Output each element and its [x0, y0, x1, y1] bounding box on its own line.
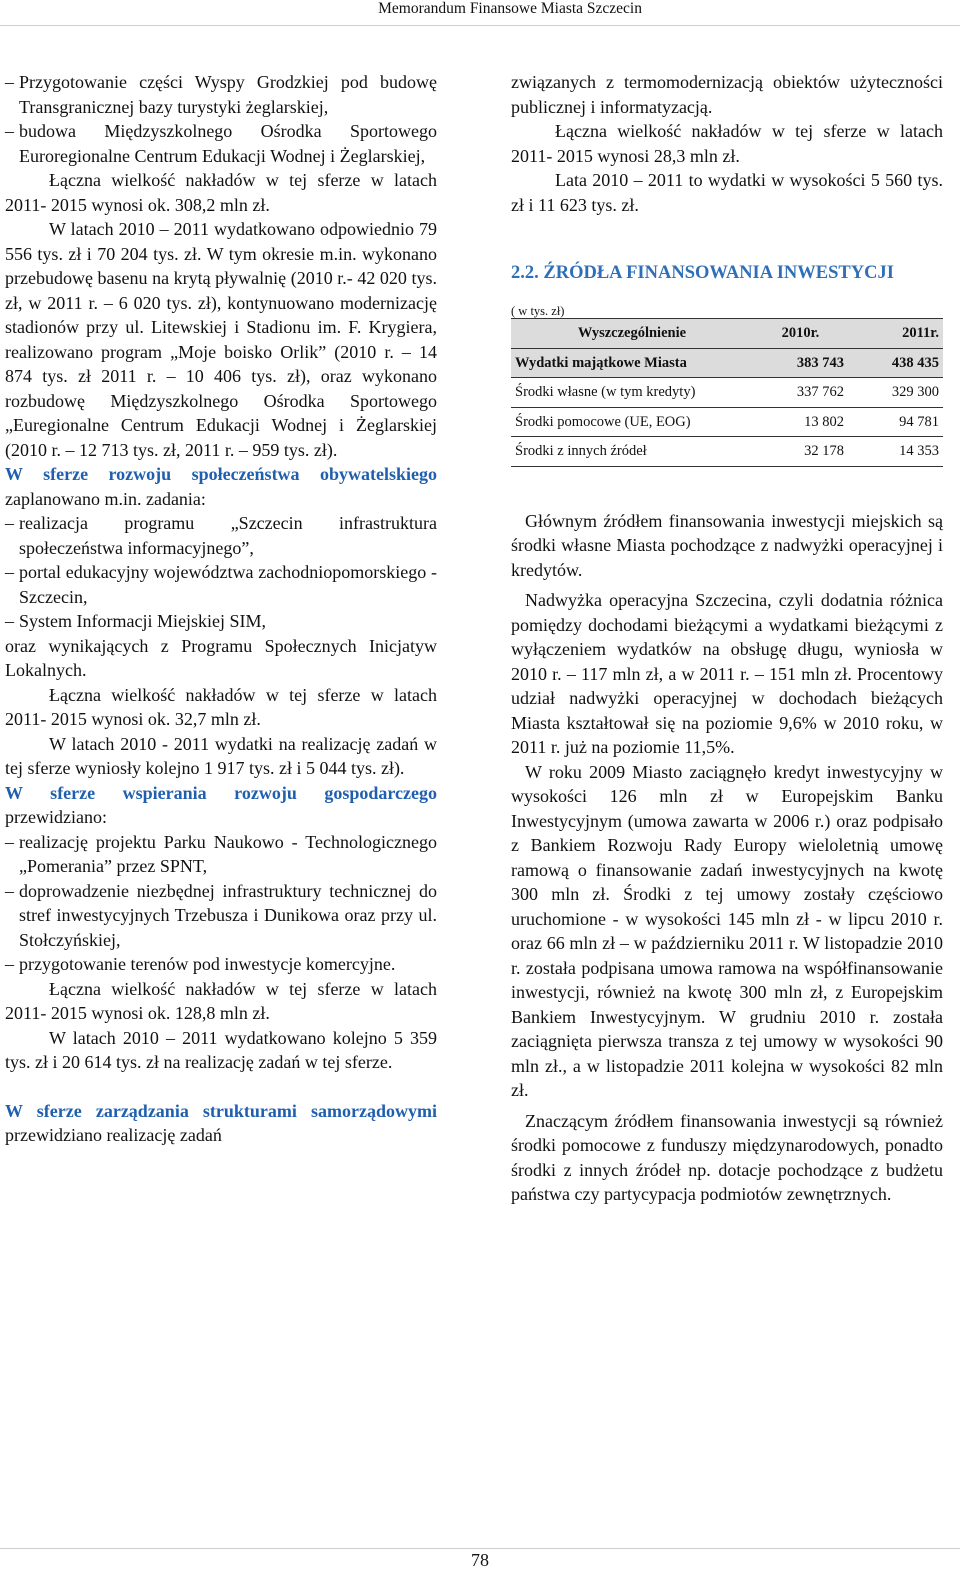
table-cell: Środki pomocowe (UE, EOG) [515, 413, 691, 430]
section-label: W sferze wspierania rozwoju gospodarczego [5, 782, 437, 803]
table-cell: 13 802 [804, 413, 844, 430]
page-header [0, 0, 960, 26]
table-cell: 32 178 [804, 443, 844, 459]
right-column [511, 70, 943, 1207]
paragraph: W latach 2010 - 2011 wydatki na realizację zadań w tej sferze wyniosły kolejno 1 917 tys. zł i 5 044 tys. zł). [5, 733, 437, 778]
paragraph: W latach 2010 – 2011 wydatkowano kolejno 5 359 tys. zł i 20 614 tys. zł na realizację zadań w tej sferze. [5, 1027, 437, 1072]
table-header-cell: Wyszczególnienie [511, 319, 753, 349]
table-header-row [511, 319, 943, 349]
table-header-cell: 2011r. [848, 319, 943, 349]
header-title: Memorandum Finansowe Miasta Szczecin [378, 0, 642, 17]
paragraph: W latach 2010 – 2011 wydatkowano odpowiednio 79 556 tys. zł i 70 204 tys. zł. W tym okresie m.in. wykonano przebudowę basenu na krytą pływalnię (2010 r.- 42 020 tys. zł, w 2011 r. – 6 020 tys. zł), kontynuowano modernizację stadionów przy ul. Litewskiej i Stadionu im. F. Krygiera, realizowano program „Moje boisko Orlik” (2010 r. – 14 874 tys. zł 2011 r. – 10 406 tys. zł), oraz wykonano rozbudowę Międzyszkolnego Ośrodka Sportowego „Euregionalne Centrum Edukacji Wodnej i Żeglarskiej (2010 r. – 12 713 tys. zł, 2011 r. – 959 tys. zł). [5, 219, 437, 460]
list-item: – budowa Międzyszkolnego Ośrodka Sportowego Euroregionalne Centrum Edukacji Wodnej i Żeglarskiej, [5, 119, 437, 168]
section-heading: 2.2. ŹRÓDŁA FINANSOWANIA INWESTYCJI [511, 263, 894, 283]
left-column [5, 70, 437, 1148]
table-cell: 94 781 [899, 413, 939, 430]
list-item: – Przygotowanie części Wyspy Grodzkiej pod budowę Transgranicznej bazy turystyki żeglarskiej, [5, 70, 437, 119]
section-intro [5, 781, 437, 830]
table-cell: 329 300 [891, 384, 939, 400]
table-cell: 337 762 [796, 384, 844, 400]
paragraph: Łączna wielkość nakładów w tej sferze w latach 2011- 2015 wynosi ok. 308,2 mln zł. [5, 170, 437, 215]
financing-table [511, 318, 943, 467]
section-label: W sferze zarządzania strukturami samorządowymi [5, 1100, 437, 1121]
section-intro [5, 1099, 437, 1148]
section-label: W sferze rozwoju społeczeństwa obywatelskiego [5, 464, 437, 484]
table-cell: 383 743 [753, 348, 848, 378]
paragraph: Głównym źródłem finansowania inwestycji miejskich są środki własne Miasta pochodzące z nadwyżki operacyjnej i kredytów. [511, 510, 943, 580]
table-cell: Środki własne (w tym kredyty) [515, 384, 696, 400]
list-item: – portal edukacyjny województwa zachodniopomorskiego - Szczecin, [5, 560, 437, 609]
table-cell: Wydatki majątkowe Miasta [511, 348, 753, 378]
section-intro-text: zaplanowano m.in. zadania: [5, 488, 206, 509]
section-intro-text: przewidziano realizację zadań [5, 1125, 222, 1145]
section-intro [5, 462, 437, 511]
paragraph: oraz wynikających z Programu Społecznych Inicjatyw Lokalnych. [5, 635, 437, 680]
list-item: – realizację projektu Parku Naukowo - Technologicznego „Pomerania” przez SPNT, [5, 830, 437, 879]
paragraph: Łączna wielkość nakładów w tej sferze w latach 2011- 2015 wynosi ok. 128,8 mln zł. [5, 978, 437, 1023]
paragraph: związanych z termomodernizacją obiektów użyteczności publicznej i informatyzacją. [511, 72, 943, 117]
table-units: ( w tys. zł) [511, 304, 565, 318]
footer-divider [0, 1548, 960, 1549]
paragraph: Łączna wielkość nakładów w tej sferze w latach 2011- 2015 wynosi 28,3 mln zł. [511, 121, 943, 166]
list-item: – przygotowanie terenów pod inwestycje komercyjne. [5, 952, 437, 977]
page-number: 78 [471, 1550, 489, 1570]
header-divider [0, 25, 960, 26]
table-row [511, 407, 943, 437]
section-intro-text: przewidziano: [5, 807, 107, 827]
table-cell: Środki z innych źródeł [515, 443, 647, 459]
table-row [511, 378, 943, 408]
list-item: – realizacja programu „Szczecin infrastruktura społeczeństwa informacyjnego”, [5, 511, 437, 560]
paragraph: Nadwyżka operacyjna Szczecina, czyli dodatnia różnica pomiędzy dochodami bieżącymi a wydatkami bieżącymi z wyłączeniem wydatków na obsługę długu, wyniosła w 2010 r. – 117 mln zł, a w 2011 r. – 151 mln zł. Procentowy udział nadwyżki operacyjnej w dochodach bieżących Miasta kształtował się na poziomie 9,6% w 2010 roku, w 2011 r. już na poziomie 11,5%. [511, 590, 943, 757]
paragraph: Łączna wielkość nakładów w tej sferze w latach 2011- 2015 wynosi ok. 32,7 mln zł. [5, 684, 437, 729]
paragraph: Lata 2010 – 2011 to wydatki w wysokości 5 560 tys. zł i 11 623 tys. zł. [511, 170, 943, 215]
paragraph: W roku 2009 Miasto zaciągnęło kredyt inwestycyjny w wysokości 126 mln zł w Europejskim Banku Inwestycyjnym (umowa zawarta w 2006 r.) oraz podpisało z Bankiem Rozwoju Rady Europy wieloletnią umowę ramową o finansowanie zadań inwestycyjnych na kwotę 300 mln zł. Środki z tej umowy zostały częściowo uruchomione - w wysokości 145 mln zł - w lipcu 2010 r. oraz 66 mln zł – w październiku 2011 r. W listopadzie 2010 r. została podpisana umowa ramowa na współfinansowanie inwestycji, również na kwotę 300 mln zł, z Europejskim Bankiem Inwestycyjnym. W grudniu 2010 r. została zaciągnięta pierwsza transza z tej umowy w wysokości 90 mln zł., a w listopadzie 2011 kolejna w wysokości 82 mln zł. [511, 761, 943, 1100]
table-header-cell: 2010r. [753, 319, 848, 349]
table-row [511, 348, 943, 378]
table-cell: 14 353 [899, 443, 939, 459]
list-item: – doprowadzenie niezbędnej infrastruktury technicznej do stref inwestycyjnych Trzebusza i Dunikowa oraz przy ul. Stołczyńskiej, [5, 879, 437, 953]
paragraph: Znaczącym źródłem finansowania inwestycji są również środki pomocowe z funduszy międzynarodowych, ponadto środki z innych źródeł np. dotacje pochodzące z budżetu państwa czy partycypacja podmiotów zewnętrznych. [511, 1110, 943, 1204]
table-cell: 438 435 [848, 348, 943, 378]
table-row [511, 437, 943, 467]
list-item: – System Informacji Miejskiej SIM, [5, 609, 437, 634]
